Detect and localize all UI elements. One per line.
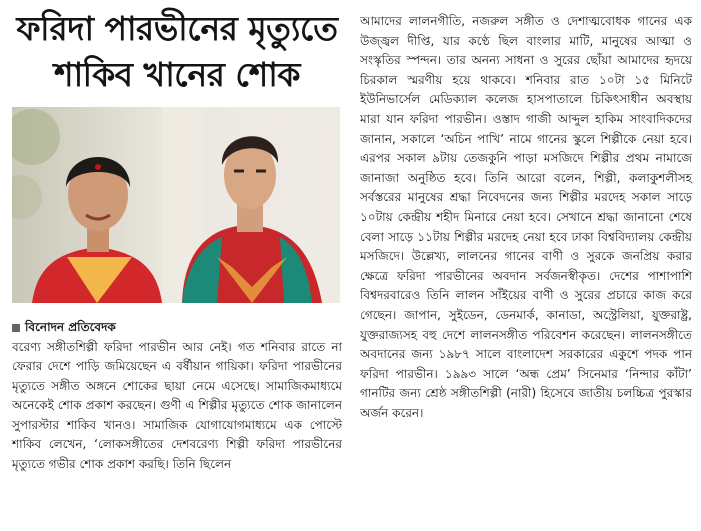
byline-text: বিনোদন প্রতিবেদক	[25, 320, 116, 334]
byline	[12, 318, 342, 338]
headline-line-2: শাকিব খানের শোক	[54, 55, 300, 94]
right-column	[360, 12, 692, 423]
left-column	[12, 318, 342, 474]
article-photo	[12, 107, 340, 303]
byline-bullet-icon	[12, 324, 20, 332]
left-column-text: বরেণ্য সঙ্গীতশিল্পী ফরিদা পারভীন আর নেই। গত শনিবার রাতে না ফেরার দেশে পাড়ি জমিয়েছেন এ বর্ষীয়ান গায়িকা। ফরিদা পারভীনের মৃত্যুতে সঙ্গীত অঙ্গনে শোকের ছায়া নেমে এসেছে। সামাজিকমাধ্যমে অনেকেই শোক প্রকাশ করছেন। গুণী এ শিল্পীর মৃত্যুতে শোক জানালেন সুপারস্টার শাকিব খানও। সামাজিক যোগাযোগমাধ্যমে এক পোস্টে শাকিব লেখেন, ‘লোকসঙ্গীতের দেশবরেণ্য শিল্পী ফরিদা পারভীনের মৃত্যুতে গভীর শোক প্রকাশ করছি। তিনি ছিলেন	[12, 339, 342, 471]
headline-line-1: ফরিদা পারভীনের মৃত্যুতে	[16, 9, 338, 48]
right-column-text: আমাদের লালনগীতি, নজরুল সঙ্গীত ও দেশাত্মবোধক গানের এক উজ্জ্বল দীপ্তি, যার কণ্ঠে ছিল বাংলার মাটি, মানুষের আত্মা ও সংস্কৃতির স্পন্দন। তার অনন্য সাধনা ও সুরের ছোঁয়া আমাদের হৃদয়ে চিরকাল স্মরণীয় হয়ে থাকবে। শনিবার রাত ১০টা ১৫ মিনিটে ইউনিভার্সেল মেডিক্যাল কলেজ হাসপাতালে চিকিৎসাধীন অবস্থায় মারা যান ফরিদা পারভীন। ওস্তাদ গাজী আব্দুল হাকিম সাংবাদিকদের জানান, সকালে ‘অচিন পাখি’ নামে গানের স্কুলে শিল্পীকে নেয়া হবে। এরপর সকাল ৯টায় তেজকুনি পাড়া মসজিদে শিল্পীর প্রথম নামাজে জানাজা অনুষ্ঠিত হবে। তিনি আরো বলেন, শিল্পী, কলাকুশলীসহ সর্বস্তরের মানুষের শ্রদ্ধা নিবেদনের জন্য শিল্পীর মরদেহ সকাল সাড়ে ১০টায় কেন্দ্রীয় শহীদ মিনারে নেয়া হবে। সেখানে শ্রদ্ধা জানানো শেষে বেলা সাড়ে ১১টায় শিল্পীর মরদেহ নেয়া হবে ঢাকা বিশ্ববিদ্যালয় কেন্দ্রীয় মসজিদে। উল্লেখ্য, লালনের গানের বাণী ও সুরকে জনপ্রিয় করার ক্ষেত্রে ফরিদা পারভীনের অবদান সর্বজনস্বীকৃত। দেশের পাশাপাশি বিশ্বদরবারেও তিনি লালন সাঁইয়ের বাণী ও সুরের প্রচারে কাজ করে গেছেন। জাপান, সুইডেন, ডেনমার্ক, কানাডা, অস্ট্রেলিয়া, যুক্তরাষ্ট্র, যুক্তরাজ্যসহ বহু দেশে লালনসঙ্গীত পরিবেশন করেছেন। লালনসঙ্গীতে অবদানের জন্য ১৯৮৭ সালে বাংলাদেশ সরকারের একুশে পদক পান ফরিদা পারভীন। ১৯৯৩ সালে ‘অন্ধ প্রেম’ সিনেমার ‘নিন্দার কাঁটা’ গানটির জন্য শ্রেষ্ঠ সঙ্গীতশিল্পী (নারী) হিসেবে জাতীয় চলচ্চিত্র পুরস্কার অর্জন করেন।	[360, 14, 692, 420]
headline	[12, 6, 342, 98]
